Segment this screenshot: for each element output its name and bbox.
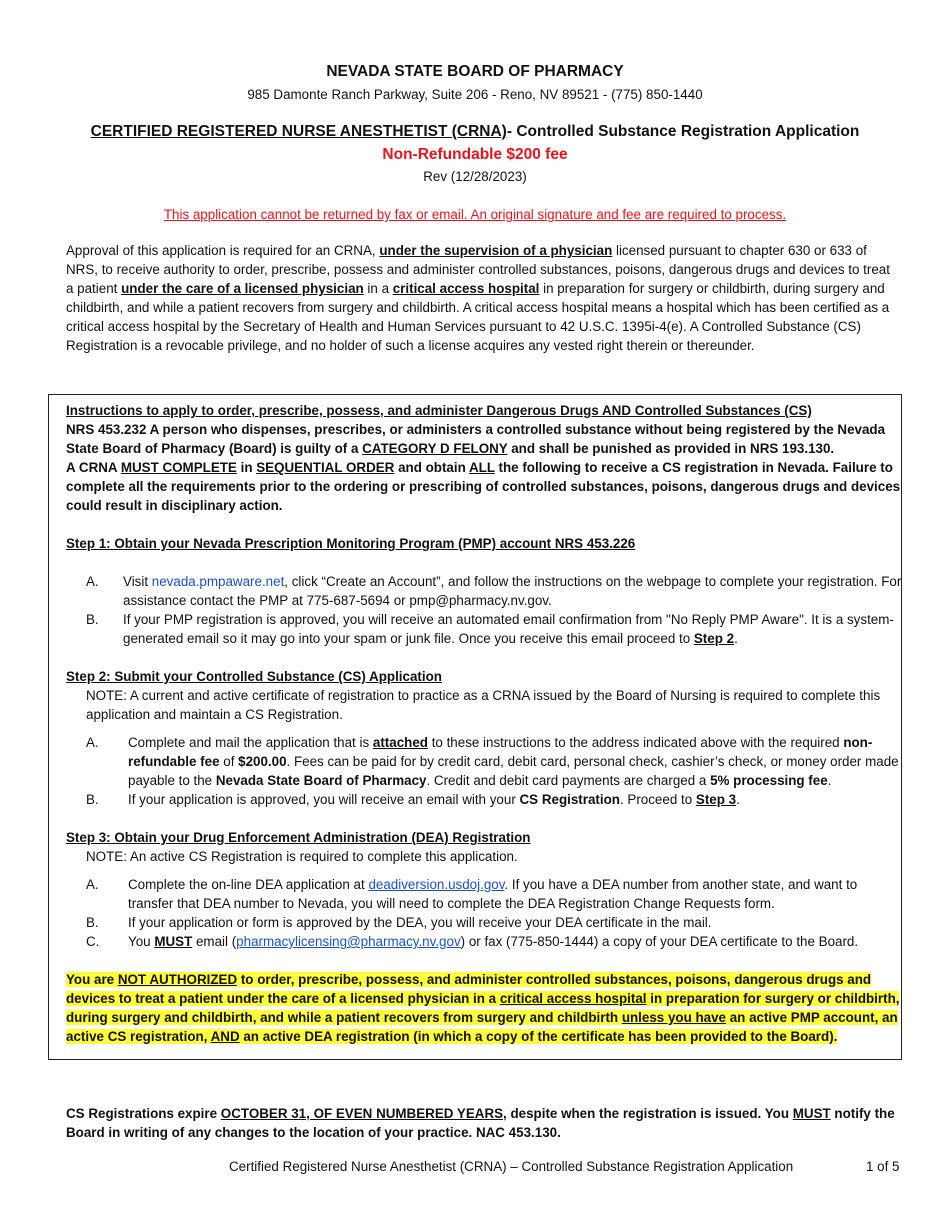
not-authorized-label: NOT AUTHORIZED [117, 972, 238, 987]
payee-name: Nevada State Board of Pharmacy [215, 773, 427, 788]
nrs-statement [66, 420, 902, 458]
step1-a-text-2: , click “Create an Account”, and follow the instructions on the webpage to complete your registration. For assistance contact the PMP at 775-687-5694 or pmp@pharmacy.nv.gov. [123, 574, 902, 608]
pmp-aware-link[interactable]: nevada.pmpaware.net [151, 574, 285, 589]
instructions-heading: Instructions to apply to order, prescribe, possess, and administer Dangerous Drugs AND Controlled Substances (CS) [66, 403, 812, 418]
intro-text-2: licensed pursuant to chapter 630 or 633 of NRS, to receive authority to order, prescribe, possess and administer controlled substances, poisons, dangerous drugs and devices to treat a patient [66, 243, 890, 296]
unless-label: unless you have [621, 1010, 727, 1025]
expiry-text-2: , despite when the registration is issued. You [503, 1106, 793, 1121]
licensing-email-link[interactable]: pharmacylicensing@pharmacy.nv.gov [236, 934, 461, 949]
step2-heading: Step 2: Submit your Controlled Substance (CS) Application [66, 669, 442, 684]
nrs-text-2: and shall be punished as provided in NRS 193.130. [507, 441, 835, 456]
step3-note: NOTE: An active CS Registration is required to complete this application. [86, 849, 518, 864]
step2-a-text-6: . [827, 773, 832, 788]
nrs-text-1: NRS 453.232 A person who dispenses, prescribes, or administers a controlled substance without being registered by the Nevada State Board of Pharmacy (Board) is guilty of a [66, 422, 886, 456]
step2-b-text-1: If your application is approved, you will receive an email with your [128, 792, 520, 807]
intro-paragraph [66, 241, 894, 355]
auth-text-1: You are [66, 972, 118, 987]
step2-a-text-4: . Fees can be paid for by credit card, debit card, personal check, cashier’s check, or money order made payable to the [128, 754, 899, 788]
revision-date: Rev (12/28/2023) [423, 169, 527, 184]
list-marker: A. [86, 574, 99, 589]
auth-text-5: an active DEA registration (in which a copy of the certificate has been provided to the Board). [239, 1029, 838, 1044]
step3-a-text-2: . If you have a DEA number from another state, and want to transfer that DEA number to Nevada, you will need to complete the DEA Registration Change Requests form. [128, 877, 858, 911]
sequential-order-statement [66, 458, 902, 515]
cs-registration-label: CS Registration [519, 792, 620, 807]
expiry-text-1: CS Registrations expire [66, 1106, 221, 1121]
submission-warning: This application cannot be returned by fax or email. An original signature and fee are required to process. [163, 207, 787, 222]
step2-b-text-3: . [736, 792, 740, 807]
list-marker: B. [86, 612, 99, 627]
instructions-box [48, 394, 902, 1060]
step2-ref: Step 2 [693, 631, 735, 646]
intro-text-3: in a [363, 281, 393, 296]
list-item [66, 572, 902, 610]
step3-c-text-3: ) or fax (775-850-1444) a copy of your DEA certificate to the Board. [460, 934, 859, 949]
step3-heading: Step 3: Obtain your Drug Enforcement Administration (DEA) Registration [66, 830, 531, 845]
list-marker: C. [86, 934, 100, 949]
step2-a-text-2: to these instructions to the address indicated above with the required [427, 735, 844, 750]
list-item [66, 913, 902, 932]
step3-ref: Step 3 [695, 792, 737, 807]
step3-c-text-2: email ( [192, 934, 237, 949]
step2-a-text-5: . Credit and debit card payments are charged a [426, 773, 711, 788]
intro-text-1: Approval of this application is required for an CRNA, [66, 243, 380, 258]
list-item [66, 610, 902, 648]
fee-amount: $200.00 [238, 754, 287, 769]
intro-emph-2: under the care of a licensed physician [121, 281, 364, 296]
list-item [66, 932, 902, 951]
seq-text-3: and obtain [394, 460, 469, 475]
form-title [0, 122, 950, 141]
list-item [66, 790, 902, 809]
list-item [66, 875, 902, 913]
org-address: 985 Damonte Ranch Parkway, Suite 206 - Reno, NV 89521 - (775) 850-1440 [247, 87, 703, 102]
step2-a-text-1: Complete and mail the application that is [128, 735, 373, 750]
step1-heading: Step 1: Obtain your Nevada Prescription Monitoring Program (PMP) account NRS 453.226 [66, 536, 636, 551]
felony-label: CATEGORY D FELONY [362, 441, 508, 456]
seq-text-2: in [236, 460, 257, 475]
step1-b-text-2: . [734, 631, 738, 646]
auth-text-2: to order, prescribe, possess, and administer controlled substances, poisons, dangerous drugs and devices to treat a patient under the care of a licensed physician in a [66, 972, 872, 1006]
step3-c-text-1: You [128, 934, 155, 949]
list-marker: A. [86, 735, 99, 750]
expiry-text-3: notify the Board in writing of any changes to the location of your practice. NAC 453.130. [66, 1106, 895, 1140]
intro-text-4: in preparation for surgery or childbirth, during surgery and childbirth, and while a patient recovers from surgery and childbirth. A critical access hospital means a hospital which has been certified as a critical access hospital by the Secretary of Health and Human Services pursuant to 42 U.S.C. 1395i-4(e). A Controlled Substance (CS) Registration is a revocable privilege, and no holder of such a license acquires any vested right therein or thereunder. [66, 281, 890, 353]
auth-text-4: an active PMP account, an active CS registration, [66, 1010, 898, 1044]
authorization-warning [66, 970, 902, 1046]
step2-a-text-3: of [219, 754, 239, 769]
form-title-rest: - Controlled Substance Registration Application [506, 123, 860, 140]
seq-emph-1: MUST COMPLETE [120, 460, 237, 475]
auth-text-3: in preparation for surgery or childbirth, during surgery and childbirth, and while a patient recovers from surgery and childbirth [66, 991, 900, 1025]
seq-emph-2: SEQUENTIAL ORDER [256, 460, 395, 475]
step3-b-text-1: If your application or form is approved by the DEA, you will receive your DEA certificate in the mail. [128, 915, 712, 930]
step2-note: NOTE: A current and active certificate of registration to practice as a CRNA issued by the Board of Nursing is required to complete this application and maintain a CS Registration. [86, 688, 881, 722]
fee-label: non-refundable fee [128, 735, 873, 769]
expiry-date: OCTOBER 31, OF EVEN NUMBERED YEARS [220, 1106, 504, 1121]
step3-a-text-1: Complete the on-line DEA application at [128, 877, 369, 892]
page-number: 1 of 5 [866, 1159, 900, 1174]
seq-text-4: the following to receive a CS registration in Nevada. Failure to complete all the requirements prior to the ordering or prescribing of controlled substances, poisons, dangerous drugs and devices could result in disciplinary action. [66, 460, 901, 513]
expiry-must: MUST [792, 1106, 831, 1121]
org-title: NEVADA STATE BOARD OF PHARMACY [326, 63, 624, 80]
processing-fee: 5% processing fee [710, 773, 828, 788]
expiration-notice [66, 1104, 896, 1142]
dea-diversion-link[interactable]: deadiversion.usdoj.gov [368, 877, 505, 892]
footer-document-name: Certified Registered Nurse Anesthetist (CRNA) – Controlled Substance Registration Application [229, 1159, 794, 1174]
step1-list [66, 572, 902, 648]
step1-b-text-1: If your PMP registration is approved, you will receive an automated email confirmation from "No Reply PMP Aware". It is a system-generated email so it may go into your spam or junk file. Once you receive this email proceed to [123, 612, 894, 646]
intro-emph-1: under the supervision of a physician [379, 243, 613, 258]
form-title-main: CERTIFIED REGISTERED NURSE ANESTHETIST (CRNA) [90, 123, 507, 140]
intro-emph-3: critical access hospital [392, 281, 540, 296]
seq-text-1: A CRNA [66, 460, 121, 475]
list-item [66, 733, 902, 790]
list-marker: B. [86, 915, 99, 930]
and-label: AND [210, 1029, 240, 1044]
list-marker: B. [86, 792, 99, 807]
fee-notice: Non-Refundable $200 fee [382, 146, 568, 163]
step1-a-text-1: Visit [123, 574, 152, 589]
list-marker: A. [86, 877, 99, 892]
step2-b-text-2: . Proceed to [619, 792, 696, 807]
must-label: MUST [154, 934, 193, 949]
cah-label: critical access hospital [499, 991, 647, 1006]
seq-emph-3: ALL [469, 460, 495, 475]
attached-label: attached [372, 735, 428, 750]
